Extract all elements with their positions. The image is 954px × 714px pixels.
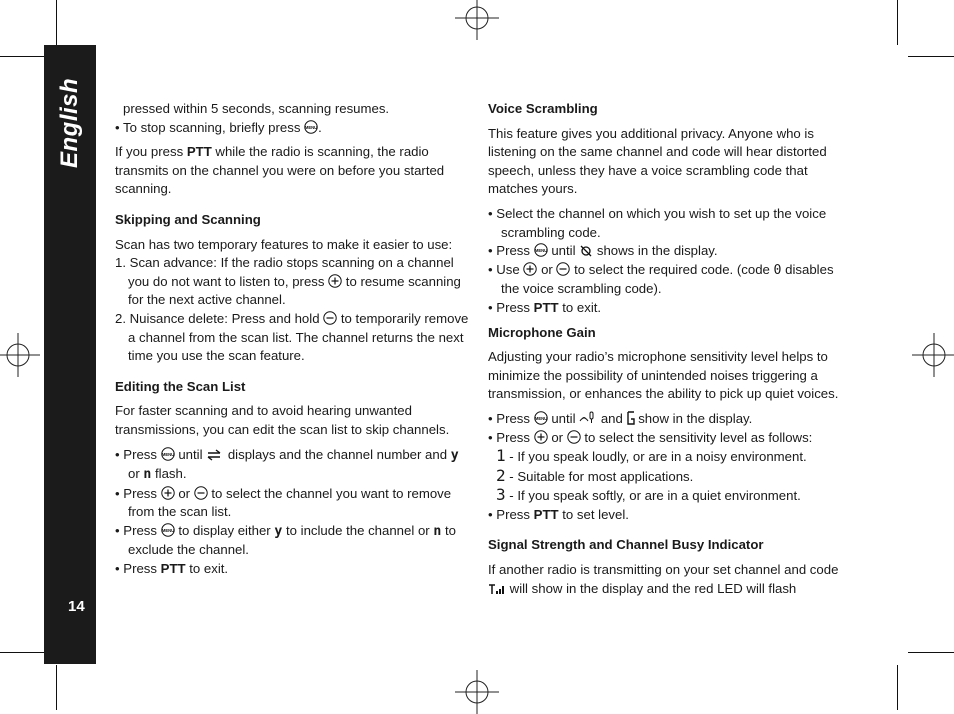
edit-step-3: • Press to display either y to include the channel or n to exclude the channel.	[115, 522, 456, 558]
crop-mark	[897, 665, 898, 710]
editing-heading: Editing the Scan List	[115, 378, 246, 394]
page-number: 14	[68, 598, 85, 615]
menu-icon	[534, 243, 548, 257]
editing-intro: For faster scanning and to avoid hearing unwanted transmissions, you can edit the scan list to skip channels.	[115, 403, 450, 437]
plus-icon	[534, 430, 548, 444]
crop-mark	[908, 652, 954, 653]
registration-mark	[455, 0, 499, 40]
plus-icon	[161, 486, 175, 500]
scan-icon	[206, 449, 224, 461]
registration-mark	[912, 333, 954, 377]
signal-strength-intro: If another radio is transmitting on your set channel and code will show in the display and the red LED will flash	[488, 562, 839, 596]
plus-icon	[523, 262, 537, 276]
level-3: 3 - If you speak softly, or are in a quiet environment.	[496, 485, 801, 505]
minus-icon	[567, 430, 581, 444]
mg-step-3: • Press PTT to set level.	[488, 506, 629, 522]
menu-icon	[161, 447, 175, 461]
menu-icon	[534, 411, 548, 425]
ptt-paragraph: If you press PTT while the radio is scanning, the radio transmits on the channel you were on before you started scanning.	[115, 144, 445, 197]
signal-icon	[488, 584, 506, 595]
microphone-gain-intro: Adjusting your radio’s microphone sensitivity level helps to minimize the possibility of unintended noises triggering a transmission, or enhances the ability to pick up quiet voices.	[488, 349, 839, 402]
menu-icon	[161, 523, 175, 537]
right-column	[488, 100, 840, 598]
microphone-gain-heading: Microphone Gain	[488, 324, 596, 340]
edit-step-2: • Press or to select the channel you want to remove from the scan list.	[115, 485, 452, 520]
minus-icon	[194, 486, 208, 500]
signal-strength-heading: Signal Strength and Channel Busy Indicator	[488, 537, 764, 553]
scramble-icon	[579, 245, 593, 257]
edit-step-4: • Press PTT to exit.	[115, 561, 229, 577]
plus-icon	[328, 274, 342, 288]
stop-scanning-step: • To stop scanning, briefly press .	[115, 119, 322, 135]
crop-mark	[897, 0, 898, 45]
crop-mark	[56, 665, 57, 710]
menu-icon	[304, 120, 318, 134]
crop-mark	[0, 652, 45, 653]
level-1: 1 - If you speak loudly, or are in a noisy environment.	[496, 446, 807, 466]
vs-step-3: • Use or to select the required code. (code 0 disables the voice scrambling code).	[488, 261, 834, 297]
skipping-heading: Skipping and Scanning	[115, 211, 261, 227]
scan-advance-item: 1. Scan advance: If the radio stops scanning on a channel you do not want to listen to, press to resume scanning for the next active channel.	[115, 255, 461, 308]
crop-mark	[908, 56, 954, 57]
continuation-line: pressed within 5 seconds, scanning resumes.	[123, 101, 390, 116]
voice-scrambling-heading: Voice Scrambling	[488, 101, 598, 116]
edit-step-1: • Press until displays and the channel number and y or n flash.	[115, 446, 459, 483]
level-digit-icon	[627, 411, 635, 425]
level-2: 2 - Suitable for most applications.	[496, 465, 694, 485]
crop-mark	[56, 0, 57, 45]
skipping-intro: Scan has two temporary features to make it easier to use:	[115, 236, 453, 252]
minus-icon	[556, 262, 570, 276]
language-label: English	[56, 77, 83, 168]
voice-scrambling-intro: This feature gives you additional privacy. Anyone who is listening on the same channel and code will hear distorted speech, unless they have a voice scrambling code that matches yours.	[488, 125, 827, 197]
minus-icon	[323, 311, 337, 325]
vs-step-1: • Select the channel on which you wish to set up the voice scrambling code.	[488, 205, 827, 240]
left-column	[115, 100, 470, 579]
vs-step-2: • Press until shows in the display.	[488, 243, 718, 259]
registration-mark	[0, 333, 40, 377]
crop-mark	[0, 56, 45, 57]
mg-step-2: • Press or to select the sensitivity level as follows:	[488, 429, 813, 445]
mic-gain-icon	[579, 411, 597, 425]
nuisance-delete-item: 2. Nuisance delete: Press and hold to temporarily remove a channel from the scan list. The channel returns the next time you use the scan feature.	[115, 310, 469, 364]
mg-step-1: • Press until and show in the display.	[488, 410, 753, 426]
registration-mark	[455, 670, 499, 714]
vs-step-4: • Press PTT to exit.	[488, 299, 602, 315]
